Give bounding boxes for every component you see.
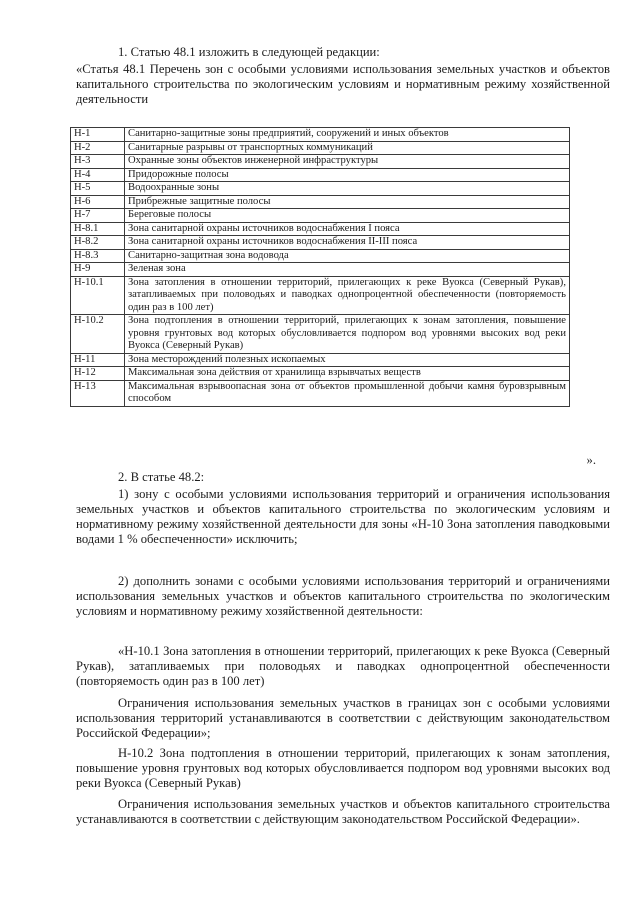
zone-name: Охранные зоны объектов инженерной инфраструктуры (125, 155, 570, 169)
table-row (71, 168, 570, 182)
zone-name: Водоохранные зоны (125, 182, 570, 196)
zone-code: Н-7 (71, 209, 125, 223)
zone-code: Н-13 (71, 380, 125, 406)
section2-item2: 2) дополнить зонами с особыми условиями использования территорий и ограничениями использования земельных участков и объектов капитального строительства по экологическим условиям и нормативному режиму хозяйственной деятельности: (76, 574, 610, 618)
table-row (71, 141, 570, 155)
zone-name: Зона санитарной охраны источников водоснабжения I пояса (125, 222, 570, 236)
zone-code: Н-10.2 (71, 315, 125, 354)
table-row (71, 209, 570, 223)
table-row (71, 195, 570, 209)
zone-name: Максимальная взрывоопасная зона от объектов промышленной добычи камня буровзрывным способом (125, 380, 570, 406)
zone-name: Прибрежные защитные полосы (125, 195, 570, 209)
zone-name: Зона подтопления в отношении территорий, прилегающих к зонам затопления, повышение уровня грунтовых вод которых обусловливается подпором вод уровнями высоких вод реки Вуокса (Северный Рукав) (125, 315, 570, 354)
zone-code: Н-8.2 (71, 236, 125, 250)
table-row (71, 128, 570, 142)
zone-name: Береговые полосы (125, 209, 570, 223)
section1-intro: «Статья 48.1 Перечень зон с особыми условиями использования земельных участков и объектов капитального строительства по экологическим условиям и нормативным режиму хозяйственной деятельности (76, 62, 610, 106)
section2-heading: 2. В статье 48.2: (118, 470, 205, 484)
table-row (71, 249, 570, 263)
zone-code: Н-5 (71, 182, 125, 196)
zone-name: Зона санитарной охраны источников водоснабжения II-III пояса (125, 236, 570, 250)
section1-heading: 1. Статью 48.1 изложить в следующей редакции: (118, 45, 380, 59)
zone-h10-2-paragraph: Н-10.2 Зона подтопления в отношении территорий, прилегающих к зонам затопления, повышение уровня грунтовых вод которых обусловливается подпором вод уровнями высоких вод реки Вуокса (Северный Рукав) (76, 746, 610, 790)
zone-code: Н-3 (71, 155, 125, 169)
table-row (71, 182, 570, 196)
zone-name: Зона затопления в отношении территорий, прилегающих к реке Вуокса (Северный Рукав), затапливаемых при половодьях и паводках однопроцентной обеспеченности (повторяемость один раз в 100 лет) (125, 276, 570, 315)
zone-h10-1-paragraph: «Н-10.1 Зона затопления в отношении территорий, прилегающих к реке Вуокса (Северный Рукав), затапливаемых при половодьях и паводках однопроцентной обеспеченности (повторяемость один раз в 100 лет) (76, 644, 610, 688)
table-row (71, 222, 570, 236)
zone-code: Н-10.1 (71, 276, 125, 315)
zone-code: Н-2 (71, 141, 125, 155)
table-row (71, 236, 570, 250)
zone-name: Санитарно-защитная зона водовода (125, 249, 570, 263)
table-row (71, 276, 570, 315)
zone-code: Н-4 (71, 168, 125, 182)
table-row (71, 315, 570, 354)
zone-h10-2-restrictions: Ограничения использования земельных участков и объектов капитального строительства устанавливаются в соответствии с действующим законодательством Российской Федерации». (76, 797, 610, 826)
zone-name: Санитарные разрывы от транспортных коммуникаций (125, 141, 570, 155)
zone-name: Санитарно-защитные зоны предприятий, сооружений и иных объектов (125, 128, 570, 142)
zone-code: Н-11 (71, 353, 125, 367)
zone-code: Н-1 (71, 128, 125, 142)
zone-code: Н-8.1 (71, 222, 125, 236)
zone-code: Н-8.3 (71, 249, 125, 263)
zone-name: Максимальная зона действия от хранилища взрывчатых веществ (125, 367, 570, 381)
zones-table (70, 127, 570, 407)
zone-code: Н-12 (71, 367, 125, 381)
section2-item1: 1) зону с особыми условиями использования территорий и ограничения использования земельных участков и объектов капитального строительства по экологическим условиям и нормативному режиму хозяйственной деятельности для зоны «Н-10 Зона затопления паводковыми водами 1 % обеспеченности» исключить; (76, 487, 610, 546)
table-row (71, 263, 570, 277)
table-row (71, 353, 570, 367)
table-close-quote: ». (586, 453, 596, 467)
table-row (71, 380, 570, 406)
table-row (71, 367, 570, 381)
zone-h10-1-restrictions: Ограничения использования земельных участков в границах зон с особыми условиями использования территорий устанавливаются в соответствии с действующим законодательством Российской Федерации»; (76, 696, 610, 740)
zone-name: Зеленая зона (125, 263, 570, 277)
zone-code: Н-9 (71, 263, 125, 277)
table-row (71, 155, 570, 169)
zone-name: Зона месторождений полезных ископаемых (125, 353, 570, 367)
zone-name: Придорожные полосы (125, 168, 570, 182)
zone-code: Н-6 (71, 195, 125, 209)
